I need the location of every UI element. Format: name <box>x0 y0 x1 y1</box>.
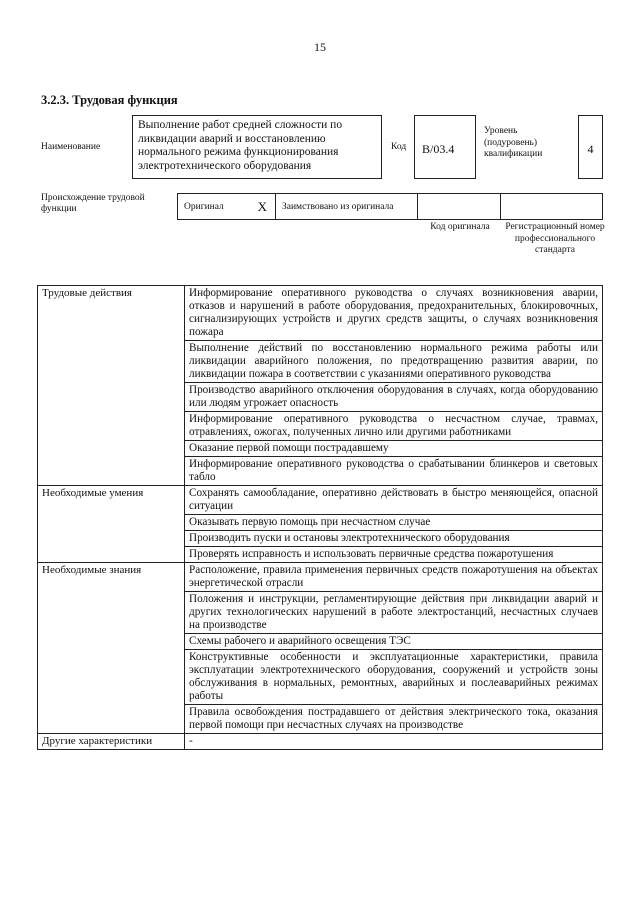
item-cell: Положения и инструкции, регламентирующие действия при ликвидации аварий и других технологических нарушений в работе электростанций, несчастных случаев на производстве <box>185 592 603 634</box>
item-cell: Схемы рабочего и аварийного освещения ТЭС <box>185 634 603 650</box>
original-code-cell <box>418 194 501 219</box>
function-details-body <box>38 286 603 750</box>
item-cell: Правила освобождения пострадавшего от действия электрического тока, оказания первой помощи при несчастных случаях на производстве <box>185 705 603 734</box>
category-cell: Другие характеристики <box>38 734 185 750</box>
code-label: Код <box>391 142 407 152</box>
qualification-level-label: Уровень (подуровень) квалификации <box>484 126 543 159</box>
registration-caption: Регистрационный номер профессионального стандарта <box>505 222 605 255</box>
code-value: В/03.4 <box>414 115 476 179</box>
origin-label: Происхождение трудовой функции <box>41 193 145 214</box>
item-cell: Производить пуски и остановы электротехнического оборудования <box>185 531 603 547</box>
item-cell: Конструктивные особенности и эксплуатационные характеристики, правила эксплуатации электротехнического оборудования, сооружений и устройств зоны обслуживания в нормальных, ремонтных, аварийных и послеаварийных режимах работы <box>185 650 603 705</box>
item-cell: Информирование оперативного руководства о случаях возникновения аварии, отказов и нарушений в работе оборудования, предохранительных, блокировочных, сигнализирующих устройств и других средств защиты, о случаях возникновения пожара <box>185 286 603 341</box>
section-title: 3.2.3. Трудовая функция <box>41 93 178 107</box>
origin-original-cell <box>178 194 276 219</box>
category-cell: Необходимые умения <box>38 486 185 563</box>
item-cell: Производство аварийного отключения оборудования в случаях, когда оборудованию или людям угрожает опасность <box>185 383 603 412</box>
original-label: Оригинал <box>184 201 224 212</box>
table-row <box>38 486 603 515</box>
item-cell: Оказание первой помощи пострадавшему <box>185 441 603 457</box>
qualification-level-value: 4 <box>578 115 603 179</box>
page-number: 15 <box>314 40 326 54</box>
function-name-value: Выполнение работ средней сложности по ликвидации аварий и восстановлению нормального режима функционирования электротехнического оборудования <box>132 115 382 179</box>
table-row <box>38 563 603 592</box>
table-row <box>38 286 603 341</box>
original-code-caption: Код оригинала <box>430 222 490 232</box>
item-cell: - <box>185 734 603 750</box>
category-cell: Необходимые знания <box>38 563 185 734</box>
category-cell: Трудовые действия <box>38 286 185 486</box>
item-cell: Информирование оперативного руководства о несчастном случае, травмах, отравлениях, ожогах, полученных лично или другими работниками <box>185 412 603 441</box>
item-cell: Оказывать первую помощь при несчастном случае <box>185 515 603 531</box>
origin-row <box>177 193 603 220</box>
borrowed-label: Заимствовано из оригинала <box>276 194 418 219</box>
original-mark: X <box>257 198 267 214</box>
table-row <box>38 734 603 750</box>
item-cell: Сохранять самообладание, оперативно действовать в быстро меняющейся, опасной ситуации <box>185 486 603 515</box>
name-label: Наименование <box>41 142 101 152</box>
item-cell: Выполнение действий по восстановлению нормального режима работы или ликвидации аварийного положения, по предотвращению развития аварии, по ликвидации пожара в соответствии с указаниями оперативного руководства <box>185 341 603 383</box>
item-cell: Расположение, правила применения первичных средств пожаротушения на объектах энергетической отрасли <box>185 563 603 592</box>
function-details-table <box>37 285 603 750</box>
item-cell: Проверять исправность и использовать первичные средства пожаротушения <box>185 547 603 563</box>
registration-number-cell <box>501 194 602 219</box>
item-cell: Информирование оперативного руководства о срабатывании блинкеров и световых табло <box>185 457 603 486</box>
